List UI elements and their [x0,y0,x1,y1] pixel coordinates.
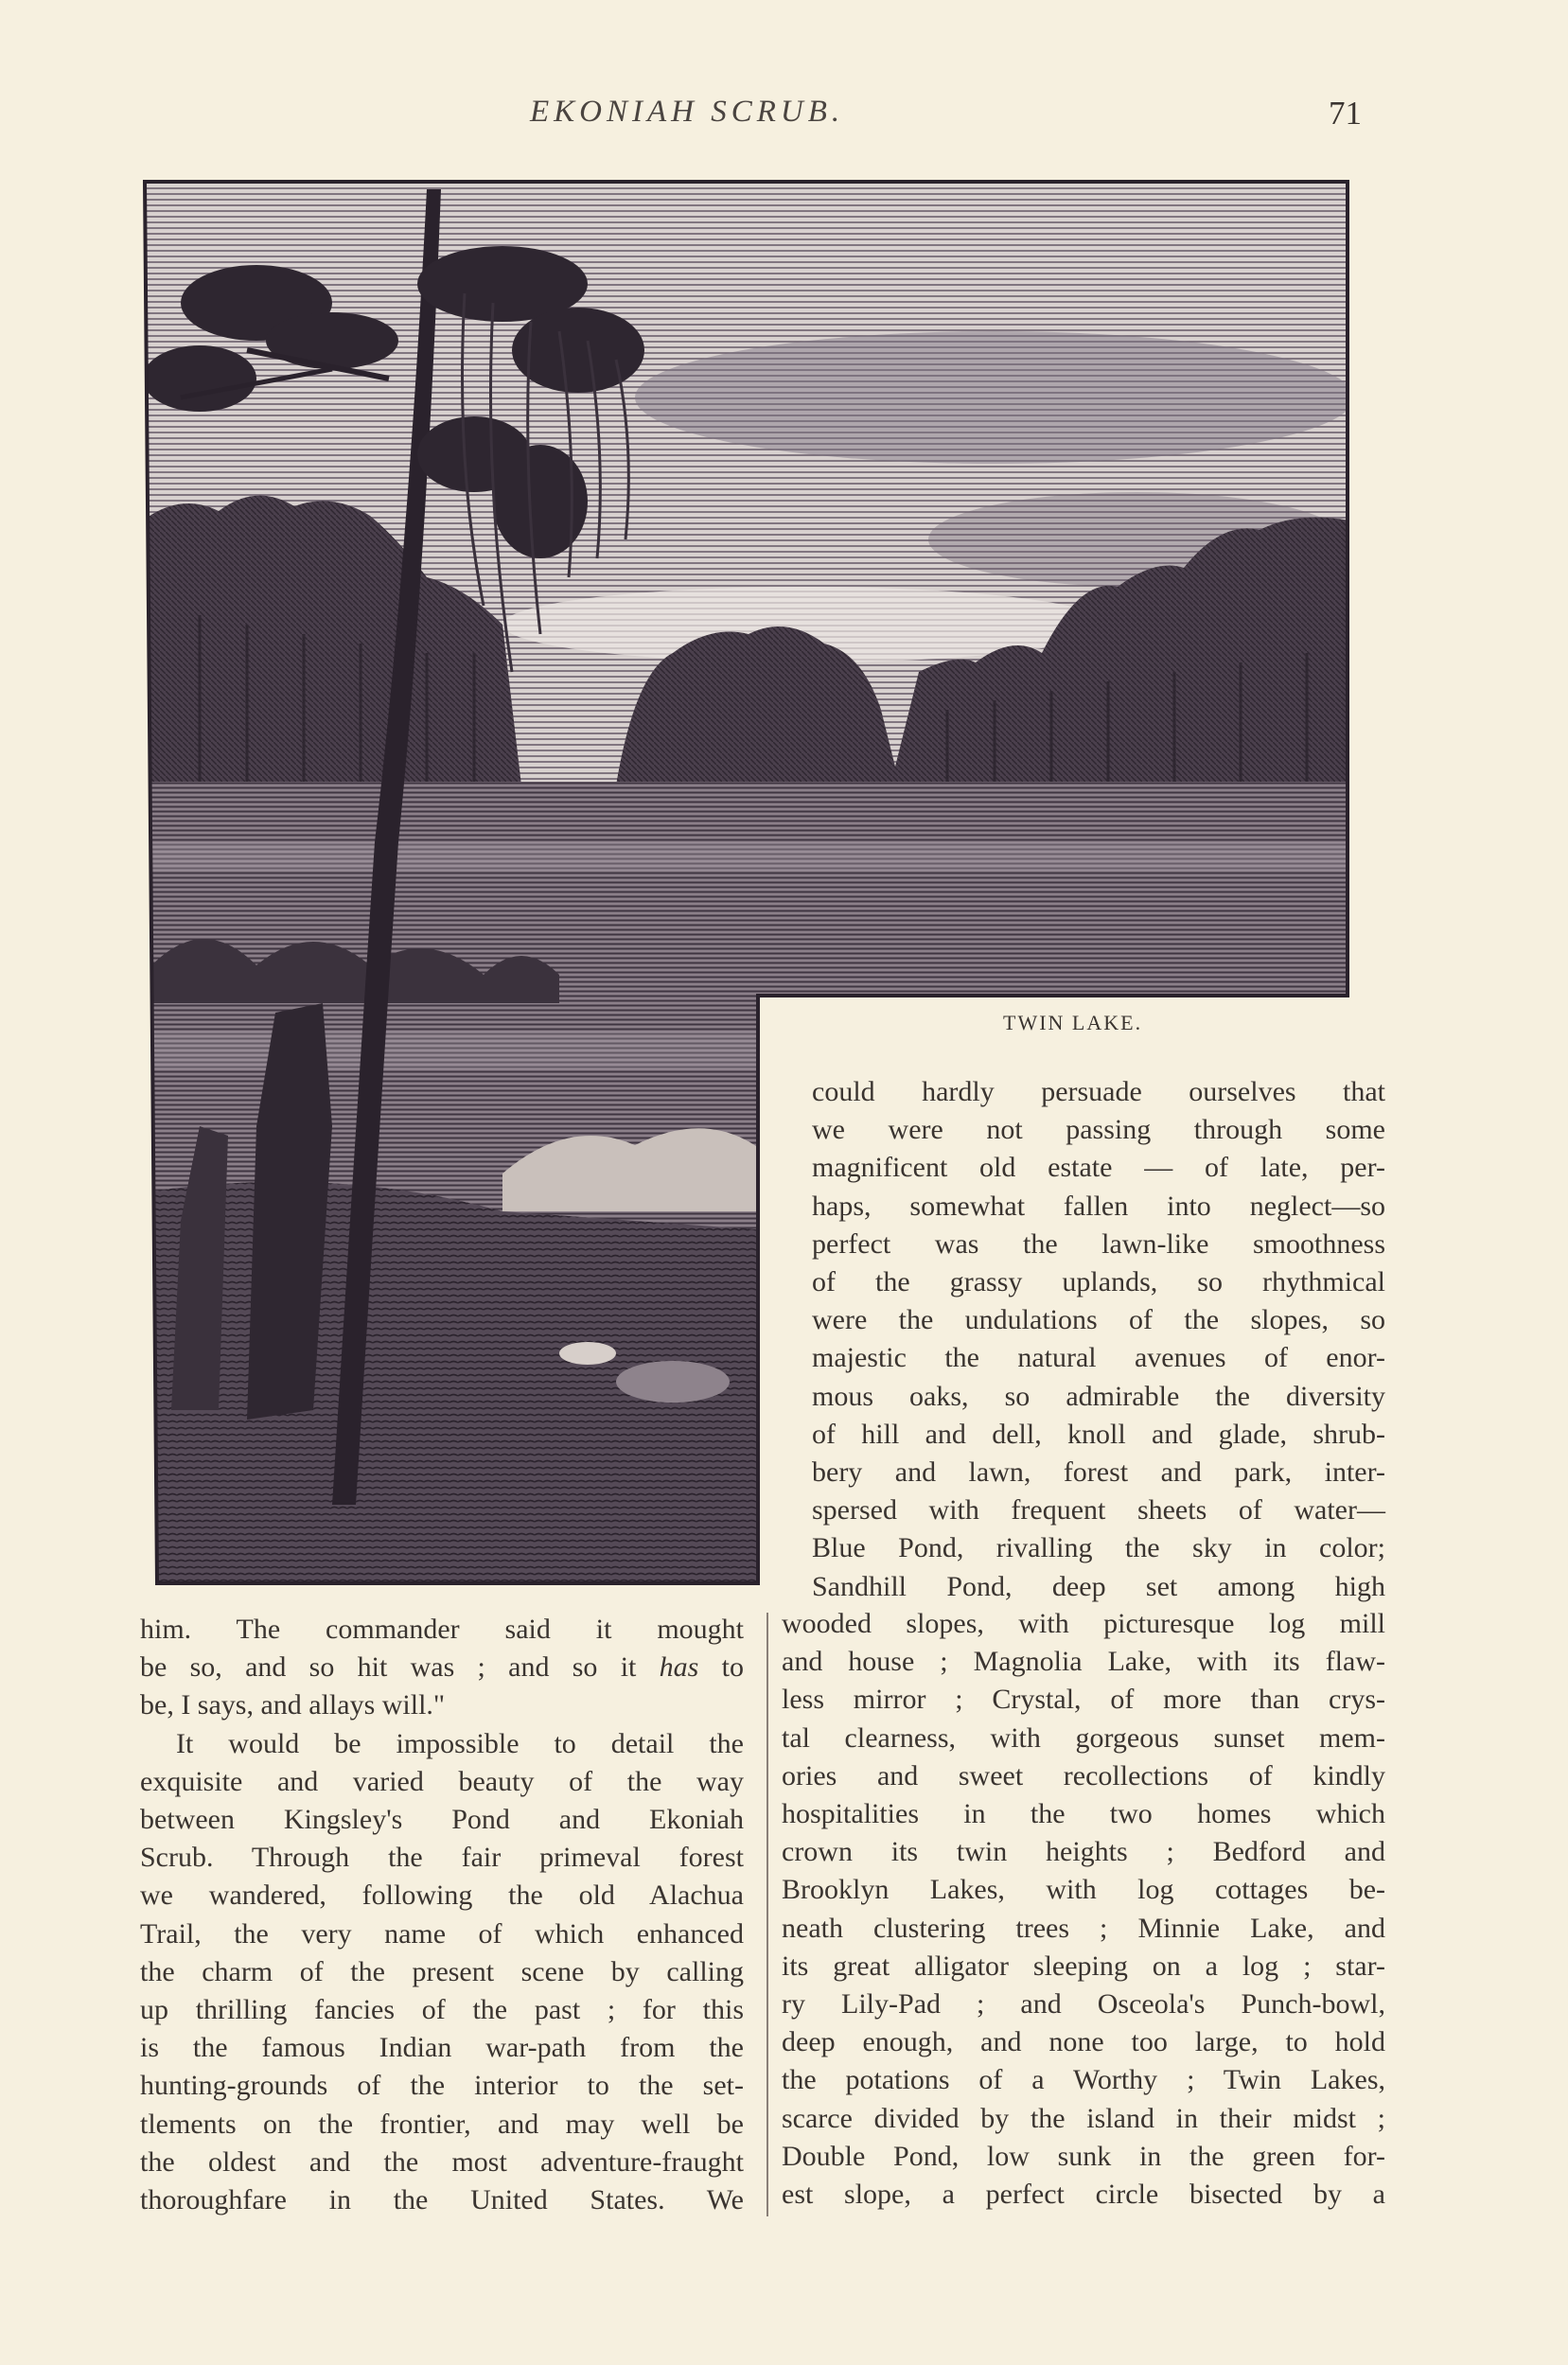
text-line: perfect was the lawn-like smoothness [812,1227,1385,1260]
left-column [140,1611,744,2219]
text-line: the potations of a Worthy ; Twin Lakes, [782,2064,1385,2096]
text-line: Blue Pond, rivalling the sky in color; [812,1532,1385,1564]
text-line: ry Lily-Pad ; and Osceola's Punch-bowl, [782,1988,1385,2021]
text-line: the charm of the present scene by calling [140,1955,744,1987]
text-line: mous oaks, so admirable the diversity [812,1380,1385,1412]
text-line: neath clustering trees ; Minnie Lake, and [782,1912,1385,1944]
text-run: be so, and so hit was ; and so it [140,1651,660,1684]
text-line: Sandhill Pond, deep set among high [812,1570,1385,1602]
text-line: is the famous Indian war-path from the [140,2032,744,2064]
text-line: and house ; Magnolia Lake, with its flaw- [782,1646,1385,1678]
text-line: thoroughfare in the United States. We [140,2184,744,2216]
italic-word: has [659,1651,699,1684]
text-line: exquisite and varied beauty of the way [140,1765,744,1797]
page-number: 71 [1329,95,1362,132]
text-line: could hardly persuade ourselves that [812,1076,1385,1107]
text-line: hunting-grounds of the interior to the set- [140,2070,744,2102]
right-column-lower [782,1605,1385,2214]
text-line: the oldest and the most adventure-fraught [140,2145,744,2178]
text-line: hospitalities in the two homes which [782,1798,1385,1830]
text-line: less mirror ; Crystal, of more than crys- [782,1684,1385,1716]
running-head [0,95,1568,142]
text-line: tal clearness, with gorgeous sunset mem- [782,1721,1385,1754]
text-line: of hill and dell, knoll and glade, shrub- [812,1418,1385,1450]
text-line: crown its twin heights ; Bedford and [782,1836,1385,1868]
text-line: between Kingsley's Pond and Ekoniah [140,1804,744,1836]
text-line: him. The commander said it mought [140,1614,744,1645]
text-line: magnificent old estate — of late, per- [812,1152,1385,1184]
text-line [140,1649,744,1686]
text-line: be, I says, and allays will." [140,1689,446,1721]
text-run: to [698,1651,744,1684]
right-column-upper [812,1073,1385,1606]
text-line: majestic the natural avenues of enor- [812,1342,1385,1374]
text-line: of the grassy uplands, so rhythmical [812,1266,1385,1298]
text-line: ories and sweet recollections of kindly [782,1759,1385,1791]
text-line: spersed with frequent sheets of water— [812,1494,1385,1527]
text-line: deep enough, and none too large, to hold [782,2026,1385,2058]
text-line: Scrub. Through the fair primeval forest [140,1842,744,1874]
text-line: Trail, the very name of which enhanced [140,1917,744,1950]
text-line: tlements on the frontier, and may well be [140,2108,744,2140]
text-line: up thrilling fancies of the past ; for this [140,1994,744,2026]
text-line: haps, somewhat fallen into neglect—so [812,1190,1385,1222]
text-line: its great alligator sleeping on a log ; star- [782,1950,1385,1982]
text-line: wooded slopes, with picturesque log mill [782,1608,1385,1639]
running-title: EKONIAH SCRUB. [530,95,845,129]
column-divider [766,1613,768,2216]
text-line: Double Pond, low sunk in the green for- [782,2140,1385,2172]
text-line: est slope, a perfect circle bisected by a [782,2179,1385,2211]
illustration-caption: TWIN LAKE. [1003,1011,1143,1034]
text-line: scarce divided by the island in their midst ; [782,2102,1385,2134]
text-line: It would be impossible to detail the [176,1727,744,1759]
text-line: we wandered, following the old Alachua [140,1880,744,1912]
text-line: were the undulations of the slopes, so [812,1304,1385,1336]
text-line: Brooklyn Lakes, with log cottages be- [782,1874,1385,1906]
text-line: we were not passing through some [812,1114,1385,1146]
text-line: bery and lawn, forest and park, inter- [812,1456,1385,1489]
